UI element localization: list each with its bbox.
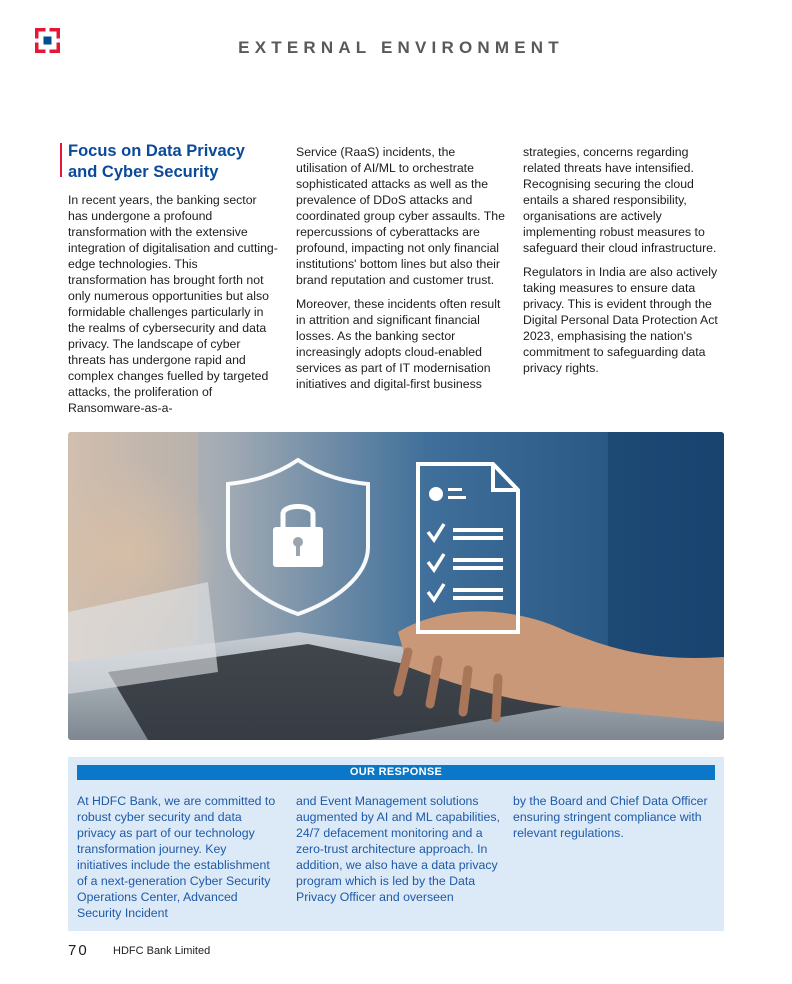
page-section-title: EXTERNAL ENVIRONMENT <box>238 38 564 57</box>
article-column-3 <box>523 144 728 384</box>
response-column-3: by the Board and Chief Data Officer ensuring stringent compliance with relevant regulations. <box>513 794 708 840</box>
page-number: 70 <box>68 942 89 959</box>
article-paragraph: Service (RaaS) incidents, the utilisation of AI/ML to orchestrate sophisticated attacks as well as the prevalence of DDoS attacks and coordinated group cyber assaults. The repercussions of cyberattacks are profound, impacting not only financial institutions' bottom lines but also their brand reputation and customer trust. <box>296 145 505 287</box>
response-column-2: and Event Management solutions augmented by AI and ML capabilities, 24/7 defacement monitoring and a zero-trust architecture approach. In addition, we also have a data privacy program which is led by the Data Privacy Officer and overseen <box>296 794 500 904</box>
our-response-box <box>68 757 724 931</box>
article-paragraph: Regulators in India are also actively taking measures to ensure data privacy. This is evident through the Digital Personal Data Protection Act 2023, emphasising the nation's commitment to safeguarding data privacy rights. <box>523 265 718 375</box>
article-heading <box>68 141 278 183</box>
article-column-2 <box>296 144 506 400</box>
article-heading-text: Focus on Data Privacy and Cyber Security <box>68 142 245 181</box>
response-column-1: At HDFC Bank, we are committed to robust cyber security and data privacy as part of our technology transformation journey. Key initiatives include the establishment of a next-generation Cyber Security Operations Center, Advanced Security Incident <box>77 794 276 920</box>
cyber-security-photo <box>68 432 724 740</box>
heading-accent-bar <box>60 143 62 177</box>
article-paragraph: strategies, concerns regarding related threats have intensified. Recognising securing the cloud entails a shared responsibility, organisations are actively implementing robust measures to safeguard their cloud infrastructure. <box>523 145 717 255</box>
article-column-1 <box>68 141 278 424</box>
our-response-title: OUR RESPONSE <box>77 765 715 780</box>
footer-company-name: HDFC Bank Limited <box>113 945 211 957</box>
article-paragraph: Moreover, these incidents often result in attrition and significant financial losses. As the banking sector increasingly adopts cloud-enabled services as part of IT modernisation initiatives and digital-first business <box>296 297 501 391</box>
article-paragraph: In recent years, the banking sector has undergone a profound transformation with the extensive integration of digitalisation and cutting-edge technologies. This transformation has brought forth not only numerous opportunities but also formidable challenges particularly in the realms of cybersecurity and data privacy. The landscape of cyber threats has undergone rapid and complex changes fuelled by targeted attacks, the proliferation of Ransomware-as-a- <box>68 193 278 415</box>
